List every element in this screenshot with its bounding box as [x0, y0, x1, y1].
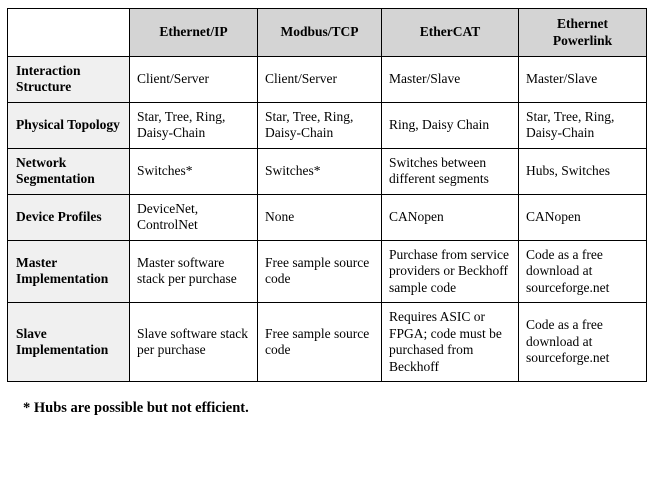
cell-slave-implementation-modbus-tcp: Free sample source code — [258, 303, 382, 382]
table-row — [8, 303, 647, 382]
table-corner-cell — [8, 9, 130, 57]
cell-physical-topology-ethercat: Ring, Daisy Chain — [382, 102, 519, 148]
row-header-slave-implementation: Slave Implementation — [8, 303, 130, 382]
column-header-ethercat: EtherCAT — [382, 9, 519, 57]
table-row — [8, 148, 647, 194]
cell-master-implementation-modbus-tcp: Free sample source code — [258, 240, 382, 302]
cell-network-segmentation-ethernet-ip: Switches* — [130, 148, 258, 194]
column-header-ethernet-powerlink: Ethernet Powerlink — [519, 9, 647, 57]
table-row — [8, 57, 647, 103]
cell-master-implementation-ethercat: Purchase from service providers or Beckhoff sample code — [382, 240, 519, 302]
protocol-comparison-table — [7, 8, 647, 382]
cell-network-segmentation-ethercat: Switches between different segments — [382, 148, 519, 194]
cell-interaction-structure-powerlink: Master/Slave — [519, 57, 647, 103]
cell-interaction-structure-ethercat: Master/Slave — [382, 57, 519, 103]
row-header-device-profiles: Device Profiles — [8, 194, 130, 240]
cell-device-profiles-ethernet-ip: DeviceNet, ControlNet — [130, 194, 258, 240]
cell-device-profiles-ethercat: CANopen — [382, 194, 519, 240]
cell-interaction-structure-modbus-tcp: Client/Server — [258, 57, 382, 103]
table-footnote: * Hubs are possible but not efficient. — [23, 400, 249, 417]
cell-slave-implementation-ethercat: Requires ASIC or FPGA; code must be purchased from Beckhoff — [382, 303, 519, 382]
row-header-interaction-structure: Interaction Structure — [8, 57, 130, 103]
cell-device-profiles-modbus-tcp: None — [258, 194, 382, 240]
table-row — [8, 240, 647, 302]
cell-master-implementation-ethernet-ip: Master software stack per purchase — [130, 240, 258, 302]
row-header-physical-topology: Physical Topology — [8, 102, 130, 148]
column-header-modbus-tcp: Modbus/TCP — [258, 9, 382, 57]
cell-slave-implementation-powerlink: Code as a free download at sourceforge.net — [519, 303, 647, 382]
cell-device-profiles-powerlink: CANopen — [519, 194, 647, 240]
cell-interaction-structure-ethernet-ip: Client/Server — [130, 57, 258, 103]
table-header — [8, 9, 647, 57]
row-header-master-implementation: Master Implementation — [8, 240, 130, 302]
row-header-network-segmentation: Network Segmentation — [8, 148, 130, 194]
table-header-row — [8, 9, 647, 57]
cell-slave-implementation-ethernet-ip: Slave software stack per purchase — [130, 303, 258, 382]
table-row — [8, 102, 647, 148]
table-body — [8, 57, 647, 382]
cell-master-implementation-powerlink: Code as a free download at sourceforge.net — [519, 240, 647, 302]
cell-physical-topology-ethernet-ip: Star, Tree, Ring, Daisy-Chain — [130, 102, 258, 148]
table-row — [8, 194, 647, 240]
column-header-ethernet-ip: Ethernet/IP — [130, 9, 258, 57]
cell-physical-topology-powerlink: Star, Tree, Ring, Daisy-Chain — [519, 102, 647, 148]
cell-physical-topology-modbus-tcp: Star, Tree, Ring, Daisy-Chain — [258, 102, 382, 148]
cell-network-segmentation-powerlink: Hubs, Switches — [519, 148, 647, 194]
cell-network-segmentation-modbus-tcp: Switches* — [258, 148, 382, 194]
